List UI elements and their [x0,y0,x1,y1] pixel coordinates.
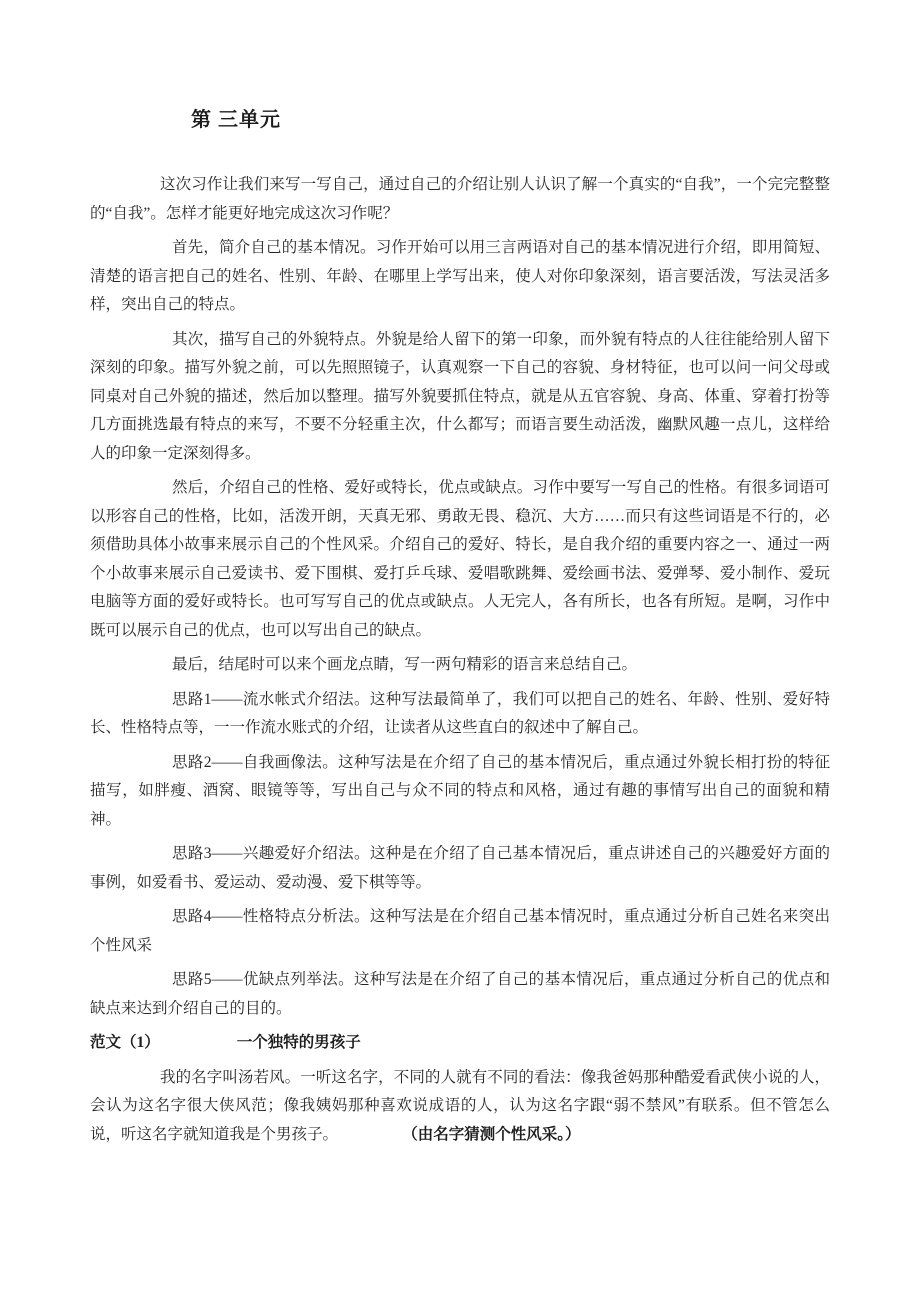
unit-heading: 第 三单元 [191,109,281,131]
approach-4-paragraph: 思路4——性格特点分析法。这种写法是在介绍自己基本情况时，重点通过分析自己姓名来突出个性风采 [90,908,830,954]
tip-personality-paragraph: 然后，介绍自己的性格、爱好或特长，优点或缺点。习作中要写一写自己的性格。有很多词语可以形容自己的性格，比如，活泼开朗，天真无邪、勇敢无畏、稳沉、大方……而只有这些词语是不行的，必须借助具体小故事来展示自己的个性风采。介绍自己的爱好、特长，是自我介绍的重要内容之一、通过一两个小故事来展示自己爱读书、爱下围棋、爱打乒乓球、爱唱歌跳舞、爱绘画书法、爱弹琴、爱小制作、爱玩电脑等方面的爱好或特长。也可写写自己的优点或缺点。人无完人，各有所长，也各有所短。是啊，习作中既可以展示自己的优点，也可以写出自己的缺点。 [90,479,830,639]
tip-ending-paragraph: 最后，结尾时可以来个画龙点睛，写一两句精彩的语言来总结自己。 [172,656,638,673]
sample-essay-heading [90,1029,830,1058]
sample-essay-body: 我的名字叫汤若风。一听这名字，不同的人就有不同的看法：像我爸妈那种酷爱看武侠小说的人，会认为这名字很大侠风范；像我姨妈那种喜欢说成语的人，认为这名字跟“弱不禁风”有联系。但不管怎么说，听这名字就知道我是个男孩子。 [90,1068,830,1143]
approach-3-paragraph: 思路3——兴趣爱好介绍法。这种是在介绍了自己基本情况后，重点讲述自己的兴趣爱好方面的事例，如爱看书、爱运动、爱动漫、爱下棋等等。 [90,845,830,891]
approach-2-paragraph: 思路2——自我画像法。这种写法是在介绍了自己的基本情况后，重点通过外貌长相打扮的特征描写，如胖瘦、酒窝、眼镜等等，写出自己与众不同的特点和风格，通过有趣的事情写出自己的面貌和精神。 [90,753,830,828]
approach-5-paragraph: 思路5——优缺点列举法。这种写法是在介绍了自己的基本情况后，重点通过分析自己的优点和缺点来达到介绍自己的目的。 [90,971,830,1017]
sample-essay-paragraph [90,1064,830,1150]
approach-1-paragraph: 思路1——流水帐式介绍法。这种写法最简单了，我们可以把自己的姓名、年龄、性别、爱好特长、性格特点等，一一作流水账式的介绍，让读者从这些直白的叙述中了解自己。 [90,690,830,736]
sample-essay-annotation: （由名字猜测个性风采。） [410,1125,581,1143]
sample-essay-label: 范文（1） [90,1034,160,1051]
tip-appearance-paragraph: 其次，描写自己的外貌特点。外貌是给人留下的第一印象，而外貌有特点的人往往能给别人留下深刻的印象。描写外貌之前，可以先照照镜子，认真观察一下自己的容貌、身材特征，也可以问一问父母或同桌对自己外貌的描述，然后加以整理。描写外貌要抓住特点，就是从五官容貌、身高、体重、穿着打扮等几方面挑选最有特点的来写，不要不分轻重主次，什么都写；而语言要生动活泼，幽默风趣一点儿，这样给人的印象一定深刻得多。 [90,330,830,462]
sample-essay-title: 一个独特的男孩子 [236,1034,361,1051]
tip-basic-info-paragraph: 首先，简介自己的基本情况。习作开始可以用三言两语对自己的基本情况进行介绍，即用简短、清楚的语言把自己的姓名、性别、年龄、在哪里上学写出来，使人对你印象深刻，语言要活泼，写法灵活多样，突出自己的特点。 [90,239,830,313]
intro-paragraph: 这次习作让我们来写一写自己，通过自己的介绍让别人认识了解一个真实的“自我”，一个完完整整的“自我”。怎样才能更好地完成这次习作呢？ [90,176,830,222]
